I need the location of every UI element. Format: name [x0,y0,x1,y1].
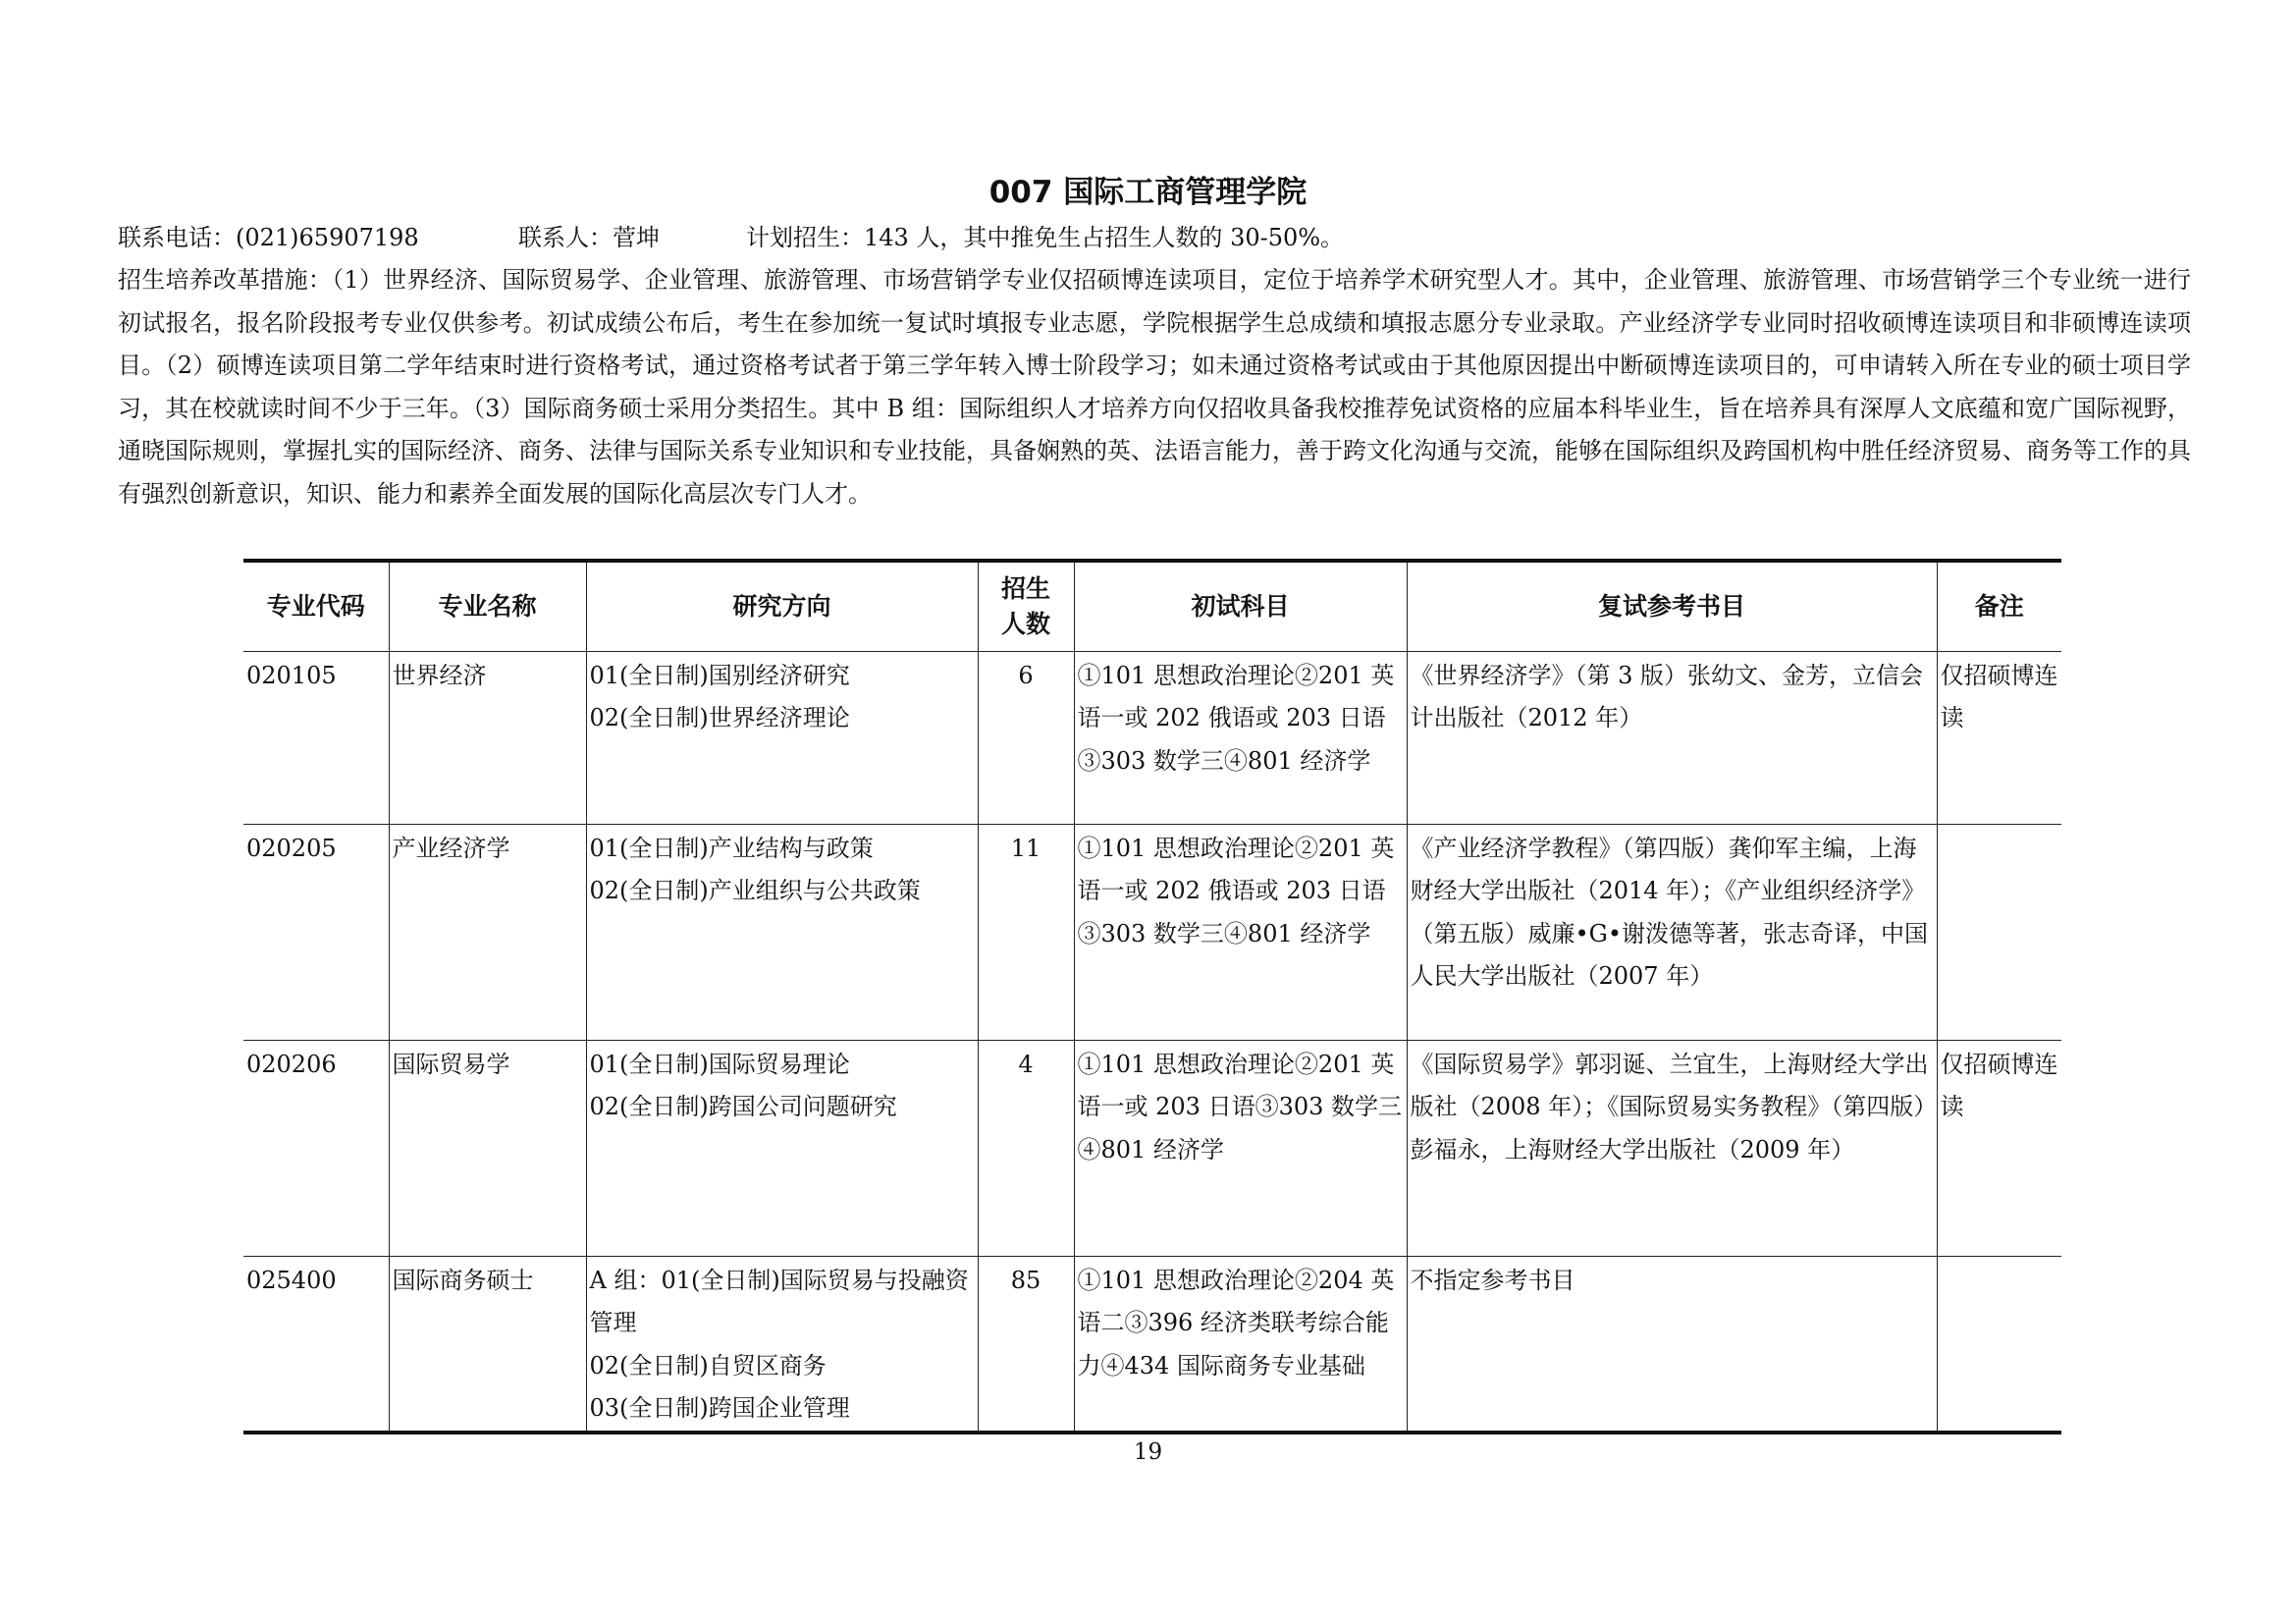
cell-code: 020105 [243,651,389,824]
cell-code: 020206 [243,1040,389,1256]
header-direction: 研究方向 [586,561,978,651]
direction-line: 02(全日制)产业组织与公共政策 [589,877,921,904]
direction-line: 01(全日制)国际贸易理论 [589,1050,850,1078]
cell-code: 020205 [243,824,389,1040]
cell-name: 国际贸易学 [389,1040,586,1256]
cell-count: 4 [978,1040,1074,1256]
direction-line: 01(全日制)国别经济研究 [589,661,850,689]
table-row [243,1040,2061,1256]
header-enroll-line2: 人数 [1000,609,1050,638]
cell-direction [586,1256,978,1433]
cell-code: 025400 [243,1256,389,1433]
cell-exam: ①101 思想政治理论②201 英语一或 202 俄语或 203 日语③303 数学三④801 经济学 [1074,651,1407,824]
contact-line [118,218,2199,257]
direction-line: 03(全日制)跨国企业管理 [589,1394,850,1422]
direction-line: 02(全日制)跨国公司问题研究 [589,1093,897,1120]
contact-phone: 联系电话：(021)65907198 [118,224,419,251]
table-header-row [243,561,2061,651]
cell-direction [586,1040,978,1256]
cell-exam: ①101 思想政治理论②201 英语一或 202 俄语或 203 日语③303 数学三④801 经济学 [1074,824,1407,1040]
table-row [243,651,2061,824]
cell-books: 《产业经济学教程》（第四版）龚仰军主编，上海财经大学出版社（2014 年）；《产业组织经济学》（第五版）威廉•G•谢泼德等著，张志奇译，中国人民大学出版社（2007 年） [1407,824,1937,1040]
contact-person: 联系人：菅坤 [518,224,660,251]
header-books: 复试参考书目 [1407,561,1937,651]
direction-line: 02(全日制)自贸区商务 [589,1351,827,1380]
cell-name: 产业经济学 [389,824,586,1040]
cell-note [1937,824,2061,1040]
majors-table [243,559,2061,1435]
cell-direction [586,651,978,824]
cell-books: 不指定参考书目 [1407,1256,1937,1433]
direction-line: 02(全日制)世界经济理论 [589,704,850,731]
cell-count: 11 [978,824,1074,1040]
cell-name: 国际商务硕士 [389,1256,586,1433]
cell-direction [586,824,978,1040]
cell-note: 仅招硕博连读 [1937,1040,2061,1256]
header-exam: 初试科目 [1074,561,1407,651]
direction-line: A 组：01(全日制)国际贸易与投融资管理 [589,1266,969,1336]
cell-books: 《国际贸易学》郭羽诞、兰宜生，上海财经大学出版社（2008 年）；《国际贸易实务教程》（第四版）彭福永，上海财经大学出版社（2009 年） [1407,1040,1937,1256]
cell-exam: ①101 思想政治理论②204 英语二③396 经济类联考综合能力④434 国际商务专业基础 [1074,1256,1407,1433]
direction-line: 01(全日制)产业结构与政策 [589,834,874,862]
table-row [243,824,2061,1040]
reform-measures-paragraph: 招生培养改革措施：（1）世界经济、国际贸易学、企业管理、旅游管理、市场营销学专业仅招硕博连读项目，定位于培养学术研究型人才。其中，企业管理、旅游管理、市场营销学三个专业统一进行初试报名，报名阶段报考专业仅供参考。初试成绩公布后，考生在参加统一复试时填报专业志愿，学院根据学生总成绩和填报志愿分专业录取。产业经济学专业同时招收硕博连读项目和非硕博连读项目。（2）硕博连读项目第二学年结束时进行资格考试，通过资格考试者于第三学年转入博士阶段学习；如未通过资格考试或由于其他原因提出中断硕博连读项目的，可申请转入所在专业的硕士项目学习，其在校就读时间不少于三年。（3）国际商务硕士采用分类招生。其中 B 组：国际组织人才培养方向仅招收具备我校推荐免试资格的应届本科毕业生，旨在培养具有深厚人文底蕴和宽广国际视野，通晓国际规则，掌握扎实的国际经济、商务、法律与国际关系专业知识和专业技能，具备娴熟的英、法语言能力，善于跨文化沟通与交流，能够在国际组织及跨国机构中胜任经济贸易、商务等工作的具有强烈创新意识，知识、能力和素养全面发展的国际化高层次专门人才。 [118,266,2191,508]
cell-exam: ①101 思想政治理论②201 英语一或 203 日语③303 数学三④801 经济学 [1074,1040,1407,1256]
table-row [243,1256,2061,1433]
header-note: 备注 [1937,561,2061,651]
page-title: 007 国际工商管理学院 [988,175,1308,210]
cell-count: 85 [978,1256,1074,1433]
header-code: 专业代码 [243,561,389,651]
header-enroll-line1: 招生 [1000,573,1050,603]
cell-note [1937,1256,2061,1433]
cell-name: 世界经济 [389,651,586,824]
header-name: 专业名称 [389,561,586,651]
cell-count: 6 [978,651,1074,824]
cell-books: 《世界经济学》（第 3 版）张幼文、金芳，立信会计出版社（2012 年） [1407,651,1937,824]
header-enroll [978,561,1074,651]
cell-note: 仅招硕博连读 [1937,651,2061,824]
enrollment-plan: 计划招生：143 人，其中推免生占招生人数的 30-50%。 [746,224,1345,251]
page-number: 19 [1133,1439,1163,1465]
